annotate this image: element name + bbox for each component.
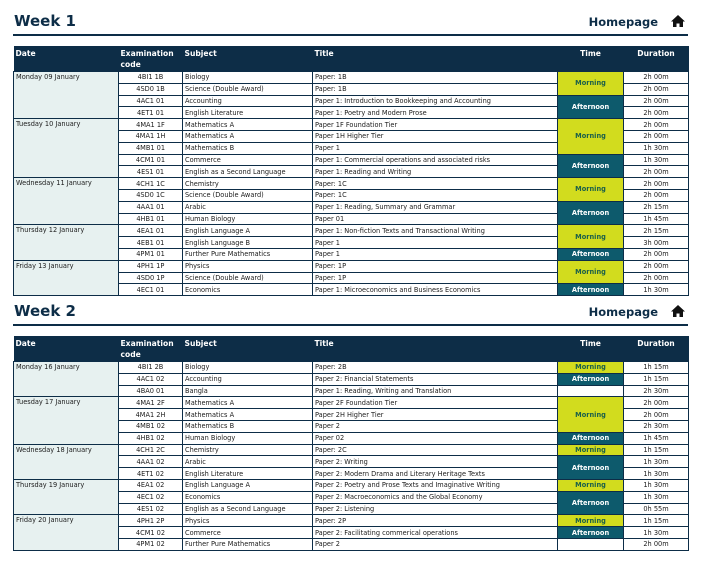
exam-code-cell: 4AC1 01 <box>119 95 183 107</box>
session-time-cell: Morning <box>558 479 624 491</box>
header-time: Time <box>558 336 624 362</box>
exam-code-cell: 4EC1 02 <box>119 491 183 503</box>
title-cell: Paper: 2B <box>313 362 558 374</box>
week-title: Week 2 <box>14 302 76 320</box>
subject-cell: Human Biology <box>183 432 313 444</box>
header-date: Date <box>14 46 119 72</box>
exam-code-cell: 4EA1 02 <box>119 479 183 491</box>
session-time-cell: Morning <box>558 72 624 96</box>
duration-cell: 0h 55m <box>624 503 689 515</box>
subject-cell: Science (Double Award) <box>183 272 313 284</box>
duration-cell: 2h 00m <box>624 178 689 190</box>
subject-cell: Biology <box>183 362 313 374</box>
header-time: Time <box>558 46 624 72</box>
header-subject: Subject <box>183 336 313 362</box>
subject-cell: Accounting <box>183 373 313 385</box>
date-cell: Tuesday 10 January <box>14 119 119 178</box>
exam-code-cell: 4ES1 01 <box>119 166 183 178</box>
table-header-row <box>14 46 689 72</box>
title-cell: Paper: 1P <box>313 272 558 284</box>
duration-cell: 1h 30m <box>624 479 689 491</box>
session-time-cell: Morning <box>558 362 624 374</box>
subject-cell: Science (Double Award) <box>183 83 313 95</box>
title-cell: Paper 1F Foundation Tier <box>313 119 558 131</box>
duration-cell: 2h 30m <box>624 420 689 432</box>
subject-cell: English Literature <box>183 107 313 119</box>
subject-cell: English Language A <box>183 479 313 491</box>
title-cell: Paper: 1B <box>313 72 558 84</box>
title-cell: Paper: 2C <box>313 444 558 456</box>
duration-cell: 1h 15m <box>624 362 689 374</box>
exam-code-cell: 4AA1 01 <box>119 201 183 213</box>
subject-cell: Mathematics A <box>183 397 313 409</box>
header-title: Title <box>313 46 558 72</box>
homepage-link[interactable]: Homepage <box>588 15 658 29</box>
exam-code-cell: 4EA1 01 <box>119 225 183 237</box>
title-cell: Paper 1: Non-fiction Texts and Transactional Writing <box>313 225 558 237</box>
header-exam-code: Examination code <box>119 336 183 362</box>
title-cell: Paper 1: Microeconomics and Business Economics <box>313 284 558 296</box>
table-row <box>14 72 689 84</box>
title-cell: Paper 2F Foundation Tier <box>313 397 558 409</box>
subject-cell: English as a Second Language <box>183 503 313 515</box>
duration-cell: 2h 00m <box>624 95 689 107</box>
exam-code-cell: 4PH1 1P <box>119 260 183 272</box>
title-cell: Paper 1: Reading and Writing <box>313 166 558 178</box>
duration-cell: 1h 30m <box>624 468 689 480</box>
exam-code-cell: 4EC1 01 <box>119 284 183 296</box>
session-time-cell: Afternoon <box>558 248 624 260</box>
subject-cell: Mathematics A <box>183 119 313 131</box>
table-row <box>14 444 689 456</box>
session-time-cell: Morning <box>558 260 624 284</box>
header-duration: Duration <box>624 336 689 362</box>
exam-code-cell: 4MA1 1F <box>119 119 183 131</box>
title-cell: Paper 1: Commercial operations and associated risks <box>313 154 558 166</box>
duration-cell: 1h 30m <box>624 284 689 296</box>
subject-cell: English Language B <box>183 237 313 249</box>
session-time-cell: Afternoon <box>558 284 624 296</box>
session-time-cell: Afternoon <box>558 95 624 119</box>
duration-cell: 2h 00m <box>624 166 689 178</box>
subject-cell: Accounting <box>183 95 313 107</box>
week-title: Week 1 <box>14 12 76 30</box>
subject-cell: Mathematics B <box>183 142 313 154</box>
subject-cell: Further Pure Mathematics <box>183 538 313 550</box>
duration-cell: 2h 15m <box>624 225 689 237</box>
title-cell: Paper 1: Reading, Writing and Translation <box>313 385 558 397</box>
table-row <box>14 178 689 190</box>
subject-cell: Physics <box>183 260 313 272</box>
exam-code-cell: 4PH1 2P <box>119 515 183 527</box>
session-time-cell: Morning <box>558 178 624 202</box>
date-cell: Wednesday 18 January <box>14 444 119 479</box>
session-time-cell: Morning <box>558 119 624 154</box>
subject-cell: Physics <box>183 515 313 527</box>
duration-cell: 3h 00m <box>624 237 689 249</box>
title-cell: Paper 2H Higher Tier <box>313 409 558 421</box>
subject-cell: Commerce <box>183 527 313 539</box>
header-duration: Duration <box>624 46 689 72</box>
date-cell: Friday 13 January <box>14 260 119 295</box>
table-header-row <box>14 336 689 362</box>
week-header <box>13 12 688 36</box>
duration-cell: 1h 30m <box>624 527 689 539</box>
exam-timetable <box>13 46 689 296</box>
session-time-cell: Morning <box>558 444 624 456</box>
exam-code-cell: 4HB1 02 <box>119 432 183 444</box>
exam-code-cell: 4ET1 01 <box>119 107 183 119</box>
title-cell: Paper 1 <box>313 248 558 260</box>
duration-cell: 1h 15m <box>624 515 689 527</box>
session-time-cell: Afternoon <box>558 154 624 178</box>
session-time-cell: Afternoon <box>558 201 624 225</box>
date-cell: Monday 16 January <box>14 362 119 397</box>
duration-cell: 2h 00m <box>624 409 689 421</box>
subject-cell: English as a Second Language <box>183 166 313 178</box>
title-cell: Paper 2: Writing <box>313 456 558 468</box>
exam-code-cell: 4MB1 02 <box>119 420 183 432</box>
date-cell: Monday 09 January <box>14 72 119 119</box>
exam-code-cell: 4BI1 2B <box>119 362 183 374</box>
title-cell: Paper 2: Financial Statements <box>313 373 558 385</box>
session-time-cell <box>558 538 624 550</box>
header-subject: Subject <box>183 46 313 72</box>
exam-code-cell: 4CM1 01 <box>119 154 183 166</box>
session-time-cell: Afternoon <box>558 456 624 480</box>
exam-code-cell: 4BA0 01 <box>119 385 183 397</box>
subject-cell: Mathematics B <box>183 420 313 432</box>
title-cell: Paper: 2P <box>313 515 558 527</box>
subject-cell: English Language A <box>183 225 313 237</box>
session-time-cell: Morning <box>558 225 624 249</box>
title-cell: Paper 2: Facilitating commerical operations <box>313 527 558 539</box>
exam-code-cell: 4ES1 02 <box>119 503 183 515</box>
header-exam-code: Examination code <box>119 46 183 72</box>
duration-cell: 2h 00m <box>624 397 689 409</box>
title-cell: Paper 2: Modern Drama and Literary Heritage Texts <box>313 468 558 480</box>
subject-cell: Economics <box>183 491 313 503</box>
subject-cell: English Literature <box>183 468 313 480</box>
homepage-link[interactable]: Homepage <box>588 305 658 319</box>
title-cell: Paper 2 <box>313 420 558 432</box>
duration-cell: 1h 30m <box>624 154 689 166</box>
date-cell: Wednesday 11 January <box>14 178 119 225</box>
duration-cell: 2h 00m <box>624 538 689 550</box>
duration-cell: 2h 15m <box>624 201 689 213</box>
table-row <box>14 119 689 131</box>
exam-code-cell: 4SD0 1C <box>119 189 183 201</box>
exam-code-cell: 4MB1 01 <box>119 142 183 154</box>
subject-cell: Further Pure Mathematics <box>183 248 313 260</box>
title-cell: Paper 2: Poetry and Prose Texts and Imaginative Writing <box>313 479 558 491</box>
subject-cell: Commerce <box>183 154 313 166</box>
table-row <box>14 225 689 237</box>
title-cell: Paper 01 <box>313 213 558 225</box>
exam-code-cell: 4CH1 2C <box>119 444 183 456</box>
exam-code-cell: 4EB1 01 <box>119 237 183 249</box>
week-2-section <box>13 302 688 549</box>
duration-cell: 2h 00m <box>624 119 689 131</box>
subject-cell: Chemistry <box>183 178 313 190</box>
duration-cell: 1h 15m <box>624 373 689 385</box>
exam-code-cell: 4PM1 01 <box>119 248 183 260</box>
table-row <box>14 515 689 527</box>
exam-code-cell: 4BI1 1B <box>119 72 183 84</box>
title-cell: Paper 2: Macroeconomics and the Global Economy <box>313 491 558 503</box>
title-cell: Paper: 1P <box>313 260 558 272</box>
session-time-cell: Morning <box>558 515 624 527</box>
date-cell: Tuesday 17 January <box>14 397 119 444</box>
date-cell: Thursday 19 January <box>14 479 119 514</box>
exam-code-cell: 4AA1 02 <box>119 456 183 468</box>
exam-code-cell: 4ET1 02 <box>119 468 183 480</box>
session-time-cell <box>558 385 624 397</box>
home-icon[interactable] <box>670 304 686 318</box>
duration-cell: 2h 00m <box>624 130 689 142</box>
duration-cell: 2h 00m <box>624 189 689 201</box>
subject-cell: Mathematics A <box>183 409 313 421</box>
title-cell: Paper: 1B <box>313 83 558 95</box>
duration-cell: 2h 30m <box>624 385 689 397</box>
title-cell: Paper: 1C <box>313 178 558 190</box>
table-row <box>14 362 689 374</box>
exam-code-cell: 4MA1 2F <box>119 397 183 409</box>
title-cell: Paper 1H Higher Tier <box>313 130 558 142</box>
exam-code-cell: 4HB1 01 <box>119 213 183 225</box>
exam-code-cell: 4MA1 1H <box>119 130 183 142</box>
exam-code-cell: 4CM1 02 <box>119 527 183 539</box>
duration-cell: 1h 45m <box>624 213 689 225</box>
title-cell: Paper 2 <box>313 538 558 550</box>
subject-cell: Arabic <box>183 201 313 213</box>
subject-cell: Science (Double Award) <box>183 189 313 201</box>
duration-cell: 2h 00m <box>624 260 689 272</box>
table-row <box>14 479 689 491</box>
duration-cell: 1h 30m <box>624 456 689 468</box>
session-time-cell: Afternoon <box>558 432 624 444</box>
home-icon[interactable] <box>670 14 686 28</box>
table-row <box>14 397 689 409</box>
header-date: Date <box>14 336 119 362</box>
duration-cell: 1h 30m <box>624 491 689 503</box>
subject-cell: Mathematics A <box>183 130 313 142</box>
title-cell: Paper 2: Listening <box>313 503 558 515</box>
subject-cell: Biology <box>183 72 313 84</box>
week-header <box>13 302 688 326</box>
duration-cell: 1h 15m <box>624 444 689 456</box>
subject-cell: Bangla <box>183 385 313 397</box>
duration-cell: 2h 00m <box>624 72 689 84</box>
title-cell: Paper 1: Reading, Summary and Grammar <box>313 201 558 213</box>
session-time-cell: Afternoon <box>558 527 624 539</box>
session-time-cell: Morning <box>558 397 624 432</box>
title-cell: Paper 1: Introduction to Bookkeeping and Accounting <box>313 95 558 107</box>
table-row <box>14 260 689 272</box>
session-time-cell: Afternoon <box>558 491 624 515</box>
title-cell: Paper: 1C <box>313 189 558 201</box>
title-cell: Paper 1: Poetry and Modern Prose <box>313 107 558 119</box>
exam-timetable <box>13 336 689 551</box>
exam-code-cell: 4AC1 02 <box>119 373 183 385</box>
date-cell: Friday 20 January <box>14 515 119 550</box>
subject-cell: Arabic <box>183 456 313 468</box>
duration-cell: 1h 45m <box>624 432 689 444</box>
title-cell: Paper 1 <box>313 237 558 249</box>
exam-code-cell: 4SD0 1P <box>119 272 183 284</box>
duration-cell: 1h 30m <box>624 142 689 154</box>
subject-cell: Economics <box>183 284 313 296</box>
title-cell: Paper 02 <box>313 432 558 444</box>
exam-code-cell: 4SD0 1B <box>119 83 183 95</box>
duration-cell: 2h 00m <box>624 83 689 95</box>
subject-cell: Chemistry <box>183 444 313 456</box>
exam-code-cell: 4MA1 2H <box>119 409 183 421</box>
duration-cell: 2h 00m <box>624 248 689 260</box>
date-cell: Thursday 12 January <box>14 225 119 260</box>
week-1-section <box>13 12 688 294</box>
duration-cell: 2h 00m <box>624 272 689 284</box>
duration-cell: 2h 00m <box>624 107 689 119</box>
header-title: Title <box>313 336 558 362</box>
subject-cell: Human Biology <box>183 213 313 225</box>
session-time-cell: Afternoon <box>558 373 624 385</box>
exam-code-cell: 4PM1 02 <box>119 538 183 550</box>
exam-code-cell: 4CH1 1C <box>119 178 183 190</box>
title-cell: Paper 1 <box>313 142 558 154</box>
